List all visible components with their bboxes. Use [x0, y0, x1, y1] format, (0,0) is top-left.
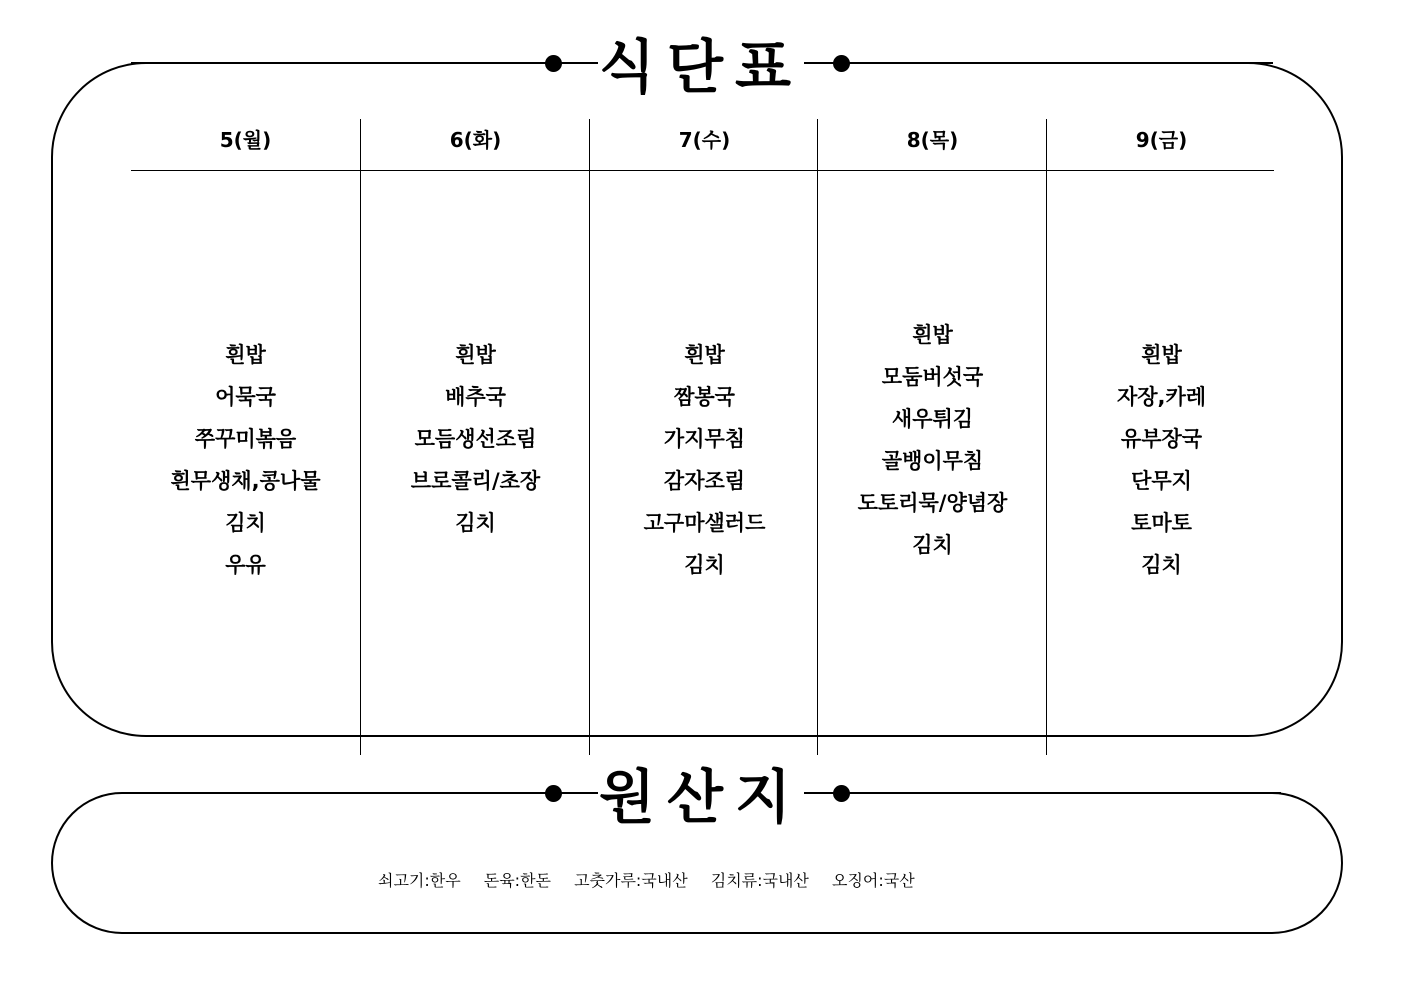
dish-item: 김치	[1141, 553, 1182, 577]
origin-item: 오징어:국산	[832, 871, 915, 890]
menu-title-line-left	[131, 62, 553, 64]
origin-title-line-right	[848, 792, 1281, 794]
dish-item: 가지무침	[663, 427, 746, 451]
dish-item: 도토리묵/양념장	[857, 491, 1008, 515]
origin-list	[378, 870, 915, 892]
dish-item: 쭈꾸미볶음	[194, 427, 297, 451]
header-rule	[131, 170, 1274, 171]
day-menu-wed	[590, 334, 819, 586]
origin-title-line-left	[122, 792, 553, 794]
dish-item: 김치	[455, 511, 496, 535]
dish-item: 배추국	[445, 385, 506, 409]
origin-item: 돈육:한돈	[483, 871, 551, 890]
day-header-mon: 5(월)	[219, 128, 272, 152]
dish-item: 어묵국	[215, 385, 276, 409]
dish-item: 우유	[225, 553, 266, 577]
dish-item: 김치	[225, 511, 266, 535]
day-header-tue: 6(화)	[449, 128, 502, 152]
dish-item: 흰밥	[455, 343, 496, 367]
dish-item: 단무지	[1131, 469, 1192, 493]
origin-title: 원산지	[598, 763, 804, 831]
origin-title-dot-right	[833, 785, 850, 802]
dish-item: 흰밥	[225, 343, 266, 367]
day-menu-fri	[1047, 334, 1276, 586]
dish-item: 흰무생채,콩나물	[170, 469, 321, 493]
day-menu-thu	[818, 314, 1047, 566]
day-menu-mon	[131, 334, 360, 586]
dish-item: 감자조림	[663, 469, 746, 493]
dish-item: 골뱅이무침	[881, 449, 984, 473]
dish-item: 흰밥	[912, 323, 953, 347]
menu-title: 식단표	[598, 33, 804, 101]
dish-item: 브로콜리/초장	[410, 469, 541, 493]
day-menu-tue	[361, 334, 590, 544]
day-header-fri: 9(금)	[1135, 128, 1188, 152]
dish-item: 짬봉국	[674, 385, 735, 409]
dish-item: 토마토	[1131, 511, 1192, 535]
origin-item: 고춧가루:국내산	[574, 871, 688, 890]
dish-item: 모둠버섯국	[881, 365, 984, 389]
menu-title-line-right	[848, 62, 1273, 64]
dish-item: 유부장국	[1120, 427, 1203, 451]
day-header-wed: 7(수)	[678, 128, 731, 152]
origin-item: 김치류:국내산	[710, 871, 809, 890]
dish-item: 모듬생선조림	[414, 427, 537, 451]
dish-item: 고구마샐러드	[643, 511, 766, 535]
dish-item: 흰밥	[1141, 343, 1182, 367]
dish-item: 김치	[912, 533, 953, 557]
origin-item: 쇠고기:한우	[378, 871, 461, 890]
dish-item: 자장,카레	[1116, 385, 1207, 409]
dish-item: 김치	[684, 553, 725, 577]
dish-item: 새우튀김	[891, 407, 974, 431]
day-header-thu: 8(목)	[906, 128, 959, 152]
menu-title-dot-right	[833, 55, 850, 72]
dish-item: 흰밥	[684, 343, 725, 367]
origin-title-dot-left	[545, 785, 562, 802]
menu-title-dot-left	[545, 55, 562, 72]
